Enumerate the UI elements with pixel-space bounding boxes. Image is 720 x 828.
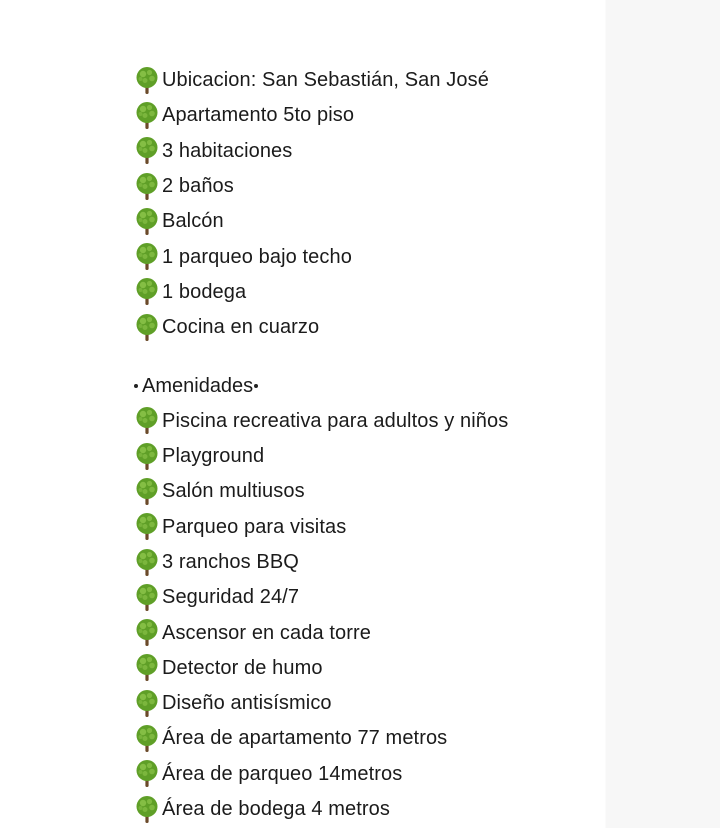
list-item [133,580,603,615]
tree-icon [133,689,161,719]
tree-icon [133,242,161,272]
tree-icon [133,618,161,648]
tree-icon [133,548,161,578]
list-item [133,134,603,169]
list-item [133,721,603,756]
list-item [133,98,603,133]
tree-icon [133,66,161,96]
listing-content [133,63,603,827]
tree-icon [133,207,161,237]
amenities-heading [133,368,603,403]
list-item [133,757,603,792]
section-spacer [133,345,603,368]
list-item [133,545,603,580]
amenities-list [133,404,603,828]
list-item [133,439,603,474]
amenity-text: Piscina recreativa para adultos y niños [162,409,509,432]
tree-icon [133,442,161,472]
amenity-text: Playground [162,445,265,468]
feature-text: Ubicacion: San Sebastián, San José [162,69,489,92]
list-item [133,275,603,310]
bullet-dot-icon [134,384,138,388]
list-item [133,63,603,98]
tree-icon [133,759,161,789]
amenity-text: Área de bodega 4 metros [162,798,391,821]
tree-icon [133,406,161,436]
amenity-text: Diseño antisísmico [162,692,332,715]
amenity-text: Detector de humo [162,656,323,679]
list-item [133,404,603,439]
list-item [133,474,603,509]
amenity-text: Seguridad 24/7 [162,586,300,609]
features-list [133,63,603,345]
tree-icon [133,724,161,754]
feature-text: 1 parqueo bajo techo [162,245,352,268]
feature-text: Balcón [162,210,224,233]
tree-icon [133,172,161,202]
feature-text: 1 bodega [162,280,247,303]
amenity-text: Ascensor en cada torre [162,621,371,644]
amenity-text: Área de parqueo 14metros [162,762,403,785]
list-item [133,169,603,204]
amenity-text: Área de apartamento 77 metros [162,727,448,750]
list-item [133,615,603,650]
list-item [133,310,603,345]
list-item [133,510,603,545]
amenity-text: Salón multiusos [162,480,305,503]
feature-text: Cocina en cuarzo [162,316,320,339]
tree-icon [133,583,161,613]
list-item [133,686,603,721]
tree-icon [133,512,161,542]
list-item [133,792,603,827]
tree-icon [133,101,161,131]
amenity-text: Parqueo para visitas [162,515,347,538]
amenities-title: Amenidades [142,374,254,397]
list-item [133,239,603,274]
list-item [133,651,603,686]
feature-text: Apartamento 5to piso [162,104,355,127]
list-item [133,204,603,239]
feature-text: 3 habitaciones [162,139,293,162]
tree-icon [133,477,161,507]
bullet-dot-icon [254,384,258,388]
amenity-text: 3 ranchos BBQ [162,551,299,573]
tree-icon [133,313,161,343]
tree-icon [133,795,161,825]
tree-icon [133,136,161,166]
feature-text: 2 baños [162,175,234,198]
tree-icon [133,653,161,683]
tree-icon [133,277,161,307]
